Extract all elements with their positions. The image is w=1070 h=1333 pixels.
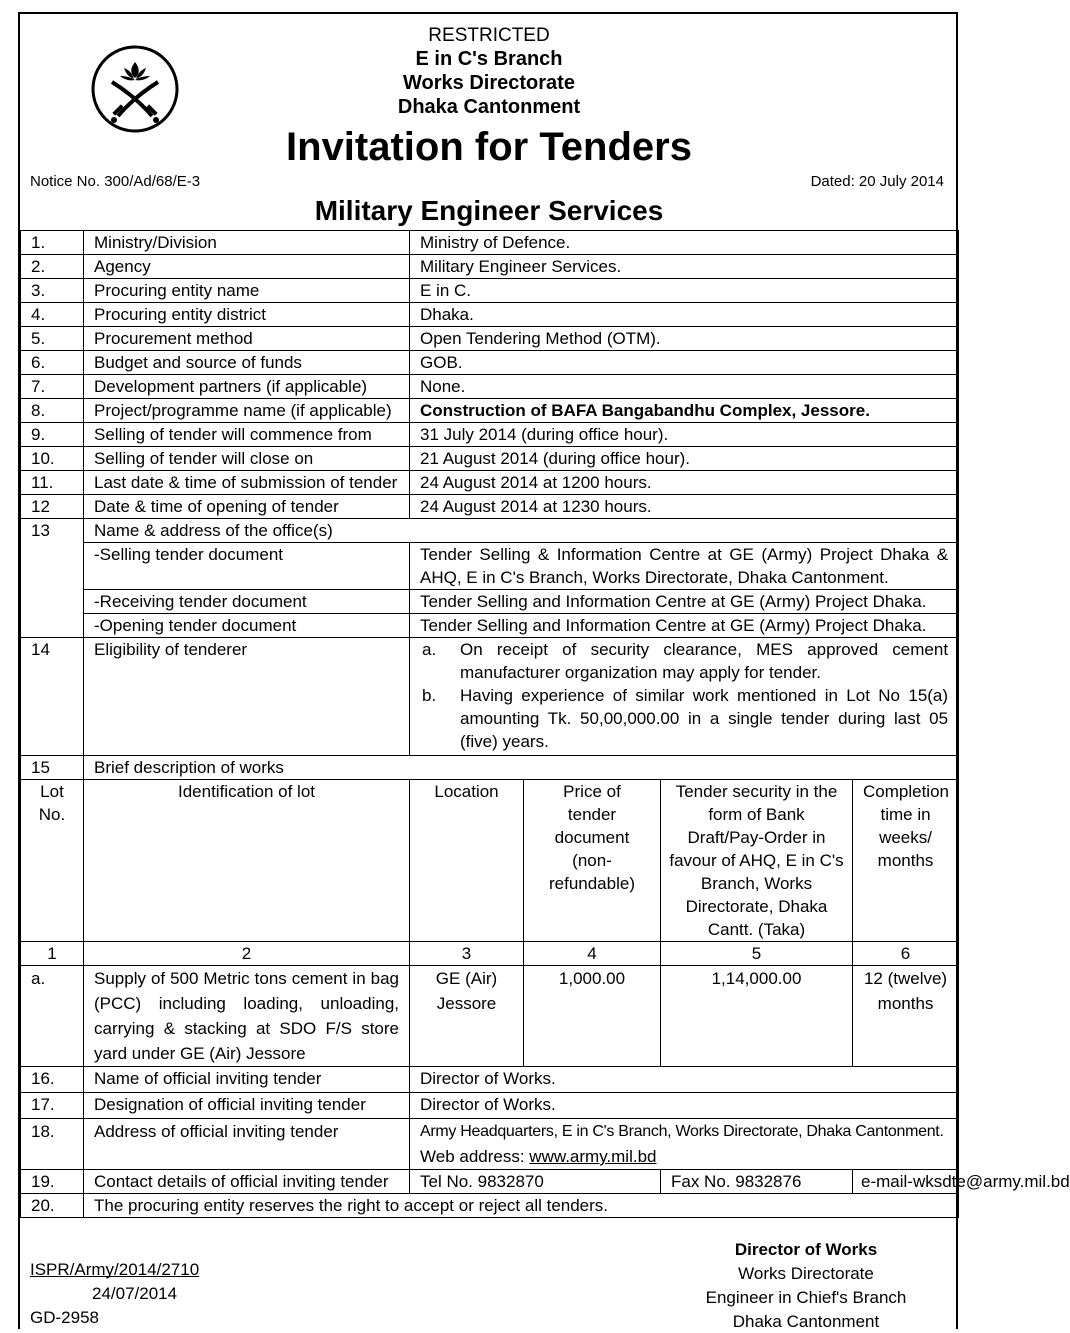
row-label: Agency — [84, 255, 410, 279]
row-label: Eligibility of tenderer — [84, 638, 410, 756]
row-value: Tender Selling and Information Centre at GE (Army) Project Dhaka. — [410, 590, 959, 614]
lot-location: GE (Air) Jessore — [410, 966, 524, 1067]
table-row — [21, 1067, 959, 1093]
ispr-reference — [30, 1258, 199, 1281]
row-label: Brief description of works — [84, 756, 959, 780]
row-number: 12 — [21, 495, 84, 519]
table-row — [21, 255, 959, 279]
item-text: Having experience of similar work mentioned in Lot No 15(a) amounting Tk. 50,00,000.00 in a single tender during last 05 (five) years. — [460, 686, 949, 751]
table-row — [21, 471, 959, 495]
page-subtitle: Military Engineer Services — [314, 195, 664, 226]
row-number: 7. — [21, 375, 84, 399]
signatory-line: Dhaka Cantonment — [732, 1312, 880, 1331]
ispr-reference-date: 24/07/2014 — [92, 1284, 178, 1303]
row-sublabel: -Receiving tender document — [84, 590, 410, 614]
branch-label: E in C's Branch — [415, 48, 563, 70]
row-number: 9. — [21, 423, 84, 447]
fax-number: Fax No. 9832876 — [661, 1170, 853, 1194]
web-address-link[interactable]: www.army.mil.bd — [529, 1147, 657, 1166]
row-label: Designation of official inviting tender — [84, 1093, 410, 1119]
location-label: Dhaka Cantonment — [397, 96, 581, 118]
table-row — [21, 351, 959, 375]
row-number: 16. — [21, 1067, 84, 1093]
row-number: 15 — [21, 756, 84, 780]
row-label: Procuring entity name — [84, 279, 410, 303]
lot-security: 1,14,000.00 — [661, 966, 853, 1067]
web-address-line — [420, 1144, 948, 1169]
lot-price: 1,000.00 — [524, 966, 661, 1067]
table-row — [21, 1194, 959, 1218]
table-row — [21, 447, 959, 471]
signatory-title: Director of Works — [734, 1240, 878, 1259]
row-value: Director of Works. — [410, 1067, 959, 1093]
row-value: Tender Selling and Information Centre at GE (Army) Project Dhaka. — [410, 614, 959, 638]
row-label: Ministry/Division — [84, 231, 410, 255]
list-item — [420, 638, 948, 684]
table-row — [21, 327, 959, 351]
row-number: 19. — [21, 1170, 84, 1194]
row-value: Military Engineer Services. — [410, 255, 959, 279]
table-row — [21, 590, 959, 614]
row-number: 3. — [21, 279, 84, 303]
lot-number: a. — [21, 966, 84, 1067]
row-label: Name & address of the office(s) — [84, 519, 959, 543]
table-row — [21, 614, 959, 638]
address-cell — [410, 1119, 959, 1170]
notice-date: Dated: 20 July 2014 — [810, 173, 944, 190]
telephone-number: Tel No. 9832870 — [410, 1170, 661, 1194]
row-value: Dhaka. — [410, 303, 959, 327]
row-number: 17. — [21, 1093, 84, 1119]
row-value: Open Tendering Method (OTM). — [410, 327, 959, 351]
item-letter: b. — [422, 686, 437, 705]
row-number: 13 — [21, 519, 84, 543]
column-header: Location — [410, 780, 524, 942]
column-number: 5 — [661, 942, 853, 966]
table-row — [21, 638, 959, 756]
column-number-row — [21, 942, 959, 966]
column-number: 6 — [853, 942, 959, 966]
notice-number: Notice No. 300/Ad/68/E-3 — [30, 173, 201, 190]
tender-details-table — [20, 230, 1070, 1218]
row-value: Ministry of Defence. — [410, 231, 959, 255]
lot-row — [21, 966, 959, 1067]
table-row — [21, 495, 959, 519]
classification-label: RESTRICTED — [428, 25, 550, 46]
lot-completion: 12 (twelve) months — [853, 966, 959, 1067]
signatory-line: Engineer in Chief's Branch — [705, 1288, 907, 1307]
table-row — [21, 279, 959, 303]
column-header: Lot No. — [21, 780, 84, 942]
row-value: Tender Selling & Information Centre at GE (Army) Project Dhaka & AHQ, E in C's Branch, Works Directorate, Dhaka Cantonment. — [410, 543, 959, 590]
row-number: 5. — [21, 327, 84, 351]
table-row — [21, 375, 959, 399]
table-row — [21, 1170, 959, 1194]
column-header: Tender security in the form of Bank Draft/Pay-Order in favour of AHQ, E in C's Branch, Works Directorate, Dhaka Cantt. (Taka) — [661, 780, 853, 942]
row-label: Budget and source of funds — [84, 351, 410, 375]
column-number: 4 — [524, 942, 661, 966]
row-value: GOB. — [410, 351, 959, 375]
row-value: Director of Works. — [410, 1093, 959, 1119]
row-number: 8. — [21, 399, 84, 423]
row-label: Procurement method — [84, 327, 410, 351]
row-label: Address of official inviting tender — [84, 1119, 410, 1170]
address-text: Army Headquarters, E in C's Branch, Works Directorate, Dhaka Cantonment. — [420, 1123, 944, 1140]
eligibility-list — [410, 638, 959, 756]
lot-identification: Supply of 500 Metric tons cement in bag (PCC) including loading, unloading, carrying & stacking at SDO F/S store yard under GE (Air) Jessore — [84, 966, 410, 1067]
web-label: Web address: — [420, 1147, 530, 1166]
row-label: Name of official inviting tender — [84, 1067, 410, 1093]
column-header: Completion time in weeks/ months — [853, 780, 959, 942]
page-title: Invitation for Tenders — [286, 125, 692, 169]
table-row — [21, 1119, 959, 1170]
row-label: Selling of tender will close on — [84, 447, 410, 471]
row-value: 21 August 2014 (during office hour). — [410, 447, 959, 471]
column-number: 3 — [410, 942, 524, 966]
row-value: E in C. — [410, 279, 959, 303]
row-number: 2. — [21, 255, 84, 279]
row-sublabel: -Opening tender document — [84, 614, 410, 638]
table-row — [21, 423, 959, 447]
gd-number: GD-2958 — [30, 1308, 99, 1327]
signatory-line: Works Directorate — [738, 1264, 874, 1283]
row-number: 6. — [21, 351, 84, 375]
email-address[interactable]: e-mail-wksdte@army.mil.bd — [853, 1170, 959, 1194]
column-number: 1 — [21, 942, 84, 966]
row-label: Contact details of official inviting tender — [84, 1170, 410, 1194]
row-number: 14 — [21, 638, 84, 756]
row-label: Last date & time of submission of tender — [84, 471, 410, 495]
table-row — [21, 1093, 959, 1119]
row-label: Date & time of opening of tender — [84, 495, 410, 519]
ispr-reference-number: ISPR/Army/2014/2710 — [30, 1260, 200, 1279]
row-value: 24 August 2014 at 1230 hours. — [410, 495, 959, 519]
table-row — [21, 399, 959, 423]
table-row — [21, 231, 959, 255]
item-letter: a. — [422, 640, 437, 659]
row-label: Project/programme name (if applicable) — [84, 399, 410, 423]
directorate-label: Works Directorate — [403, 72, 575, 94]
row-value: 24 August 2014 at 1200 hours. — [410, 471, 959, 495]
table-row — [21, 519, 959, 543]
row-sublabel: -Selling tender document — [84, 543, 410, 590]
table-row — [21, 543, 959, 590]
row-number: 11. — [21, 471, 84, 495]
item-text: On receipt of security clearance, MES approved cement manufacturer organization may apply for tender. — [460, 640, 949, 682]
project-name-value: Construction of BAFA Bangabandhu Complex, Jessore. — [410, 399, 959, 423]
column-header: Price of tender document (non-refundable) — [524, 780, 661, 942]
row-number: 20. — [21, 1194, 84, 1218]
row-number: 4. — [21, 303, 84, 327]
row-label: Selling of tender will commence from — [84, 423, 410, 447]
row-number: 10. — [21, 447, 84, 471]
column-header: Identification of lot — [84, 780, 410, 942]
row-value: The procuring entity reserves the right to accept or reject all tenders. — [84, 1194, 959, 1218]
row-label: Procuring entity district — [84, 303, 410, 327]
row-number: 18. — [21, 1119, 84, 1170]
row-label: Development partners (if applicable) — [84, 375, 410, 399]
column-number: 2 — [84, 942, 410, 966]
lot-header-row — [21, 780, 959, 942]
list-item — [420, 684, 948, 753]
notice-page — [18, 12, 1070, 1331]
row-value: 31 July 2014 (during office hour). — [410, 423, 959, 447]
row-number: 1. — [21, 231, 84, 255]
table-row — [21, 303, 959, 327]
row-value: None. — [410, 375, 959, 399]
table-row — [21, 756, 959, 780]
